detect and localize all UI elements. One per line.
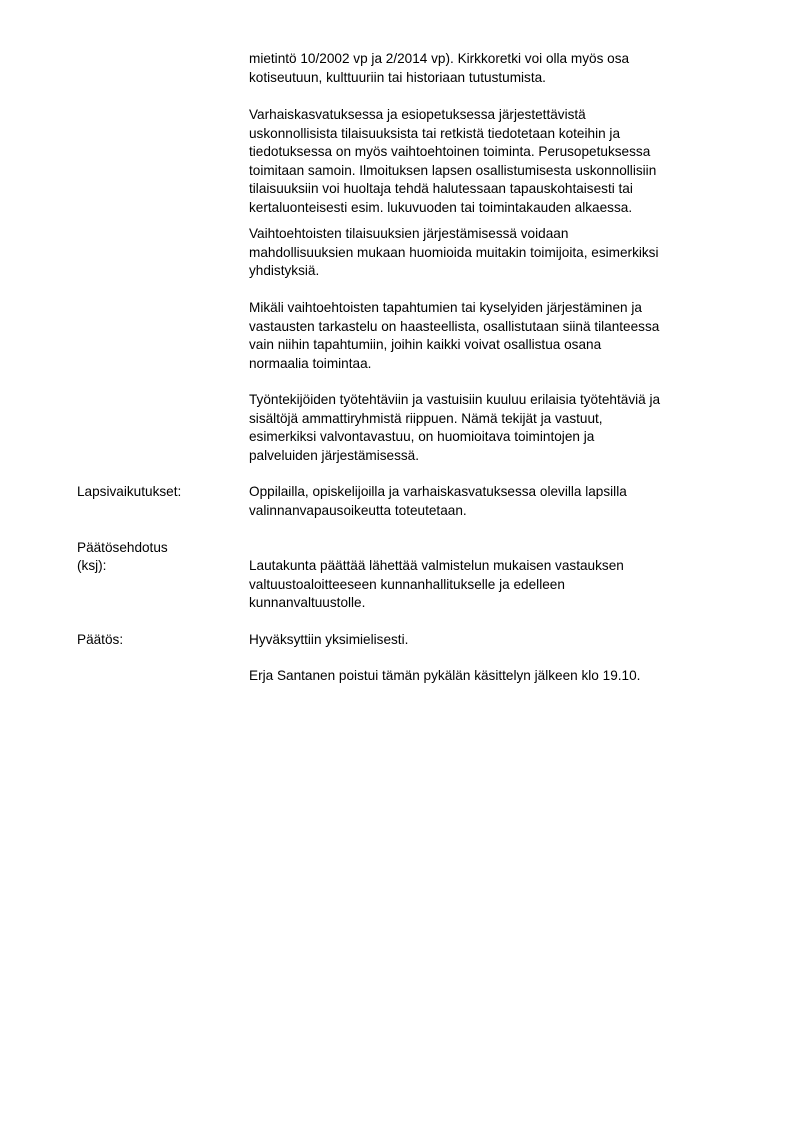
- text-line: toimitaan samoin. Ilmoituksen lapsen osallistumisesta uskonnollisiin: [249, 162, 657, 178]
- text-line: tiedotuksessa on myös vaihtoehtoinen toiminta. Perusopetuksessa: [249, 144, 651, 160]
- text-line: palveluiden järjestämisessä.: [249, 447, 420, 463]
- text-line: Mikäli vaihtoehtoisten tapahtumien tai kyselyiden järjestäminen ja: [249, 300, 642, 315]
- text-line: kotiseutuun, kulttuuriin tai historiaan tutustumista.: [249, 69, 546, 85]
- text-line: Varhaiskasvatuksessa ja esiopetuksessa järjestettävistä: [249, 107, 586, 122]
- text-line: valinnanvapausoikeutta toteutetaan.: [249, 502, 467, 518]
- paatos-note: [249, 667, 749, 686]
- text-line: yhdistyksiä.: [249, 263, 320, 279]
- text-line: Työntekijöiden työtehtäviin ja vastuisiin kuuluu erilaisia työtehtäviä ja: [249, 392, 661, 407]
- text-line: valtuustoaloitteeseen kunnanhallitukselle ja edelleen: [249, 576, 565, 592]
- body-paragraph: [249, 391, 749, 465]
- body-paragraph: [249, 106, 749, 218]
- text-line: esimerkiksi valvontavastuu, on huomioitava toimintojen ja: [249, 429, 595, 445]
- text-line: Lautakunta päättää lähettää valmistelun mukaisen vastauksen: [249, 558, 624, 573]
- section-label-ksj: (ksj):: [77, 558, 107, 573]
- paatos-text: [249, 631, 749, 650]
- body-paragraph: [249, 50, 749, 87]
- text-line: normaalia toimintaa.: [249, 355, 372, 371]
- body-paragraph: [249, 225, 749, 281]
- paatosehdotus-text: [249, 557, 749, 613]
- text-line: Vaihtoehtoisten tilaisuuksien järjestämisessä voidaan: [249, 226, 569, 241]
- text-line: tilaisuuksiin voi huoltaja tehdä halutessaan tapauskohtaisesti tai: [249, 181, 633, 197]
- body-paragraph: [249, 299, 749, 373]
- text-line: uskonnollisista tilaisuuksista tai retkistä tiedotetaan koteihin ja: [249, 125, 621, 141]
- section-label-lapsivaikutukset: Lapsivaikutukset:: [77, 484, 182, 499]
- text-line: Erja Santanen poistui tämän pykälän käsittelyn jälkeen klo 19.10.: [249, 668, 641, 683]
- text-line: Oppilailla, opiskelijoilla ja varhaiskasvatuksessa olevilla lapsilla: [249, 484, 627, 499]
- section-label-paatosehdotus: Päätösehdotus: [77, 540, 168, 555]
- text-line: mietintö 10/2002 vp ja 2/2014 vp). Kirkkoretki voi olla myös osa: [249, 51, 630, 66]
- text-line: sisältöjä ammattiryhmistä riippuen. Nämä tekijät ja vastuut,: [249, 410, 603, 426]
- lapsivaikutukset-text: [249, 483, 749, 520]
- text-line: kunnanvaltuustolle.: [249, 595, 366, 611]
- section-label-paatos: Päätös:: [77, 632, 124, 647]
- text-line: vastausten tarkastelu on haasteellista, osallistutaan siinä tilanteessa: [249, 318, 660, 334]
- text-line: mahdollisuuksien mukaan huomioida muitakin toimijoita, esimerkiksi: [249, 244, 659, 260]
- text-line: kertaluonteisesti esim. lukuvuoden tai toimintakauden alkaessa.: [249, 199, 633, 215]
- text-line: Hyväksyttiin yksimielisesti.: [249, 632, 409, 647]
- text-line: vain niihin tapahtumiin, joihin kaikki voivat osallistua osana: [249, 337, 602, 353]
